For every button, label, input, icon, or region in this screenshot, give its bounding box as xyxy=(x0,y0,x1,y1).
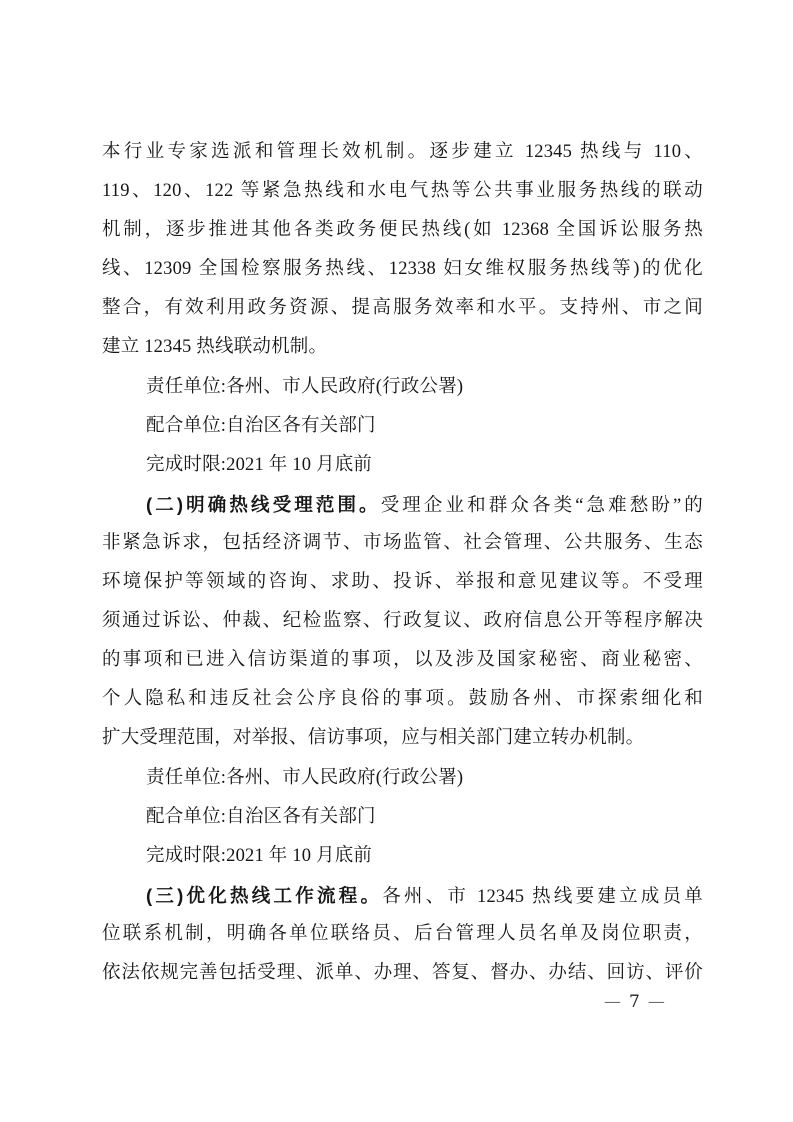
page-number-value: 7 xyxy=(629,992,640,1012)
section-heading: (二)明确热线受理范围。 xyxy=(146,493,381,515)
body-text: 须通过诉讼、仲裁、纪检监察、行政复议、政府信息公开等程序解决 xyxy=(102,611,703,632)
body-text: 建立 12345 热线联动机制。 xyxy=(102,337,328,358)
text-line xyxy=(102,334,703,373)
text-line xyxy=(102,374,703,413)
text-line xyxy=(102,686,703,725)
body-text: 完成时限:2021 年 10 月底前 xyxy=(146,454,373,475)
body-text: 配合单位:自治区各有关部门 xyxy=(146,806,376,827)
body-text: 完成时限:2021 年 10 月底前 xyxy=(146,845,373,866)
text-line xyxy=(102,295,703,334)
body-text: 非紧急诉求，包括经济调节、市场监管、社会管理、公共服务、生态 xyxy=(102,532,703,553)
body-text: 的事项和已进入信访渠道的事项，以及涉及国家秘密、商业秘密、 xyxy=(102,650,703,671)
body-text: 位联系机制，明确各单位联络员、后台管理人员名单及岗位职责， xyxy=(102,923,703,944)
body-text: 本行业专家选派和管理长效机制。逐步建立 12345 热线与 110、 xyxy=(102,142,703,162)
section-heading: (三)优化热线工作流程。 xyxy=(146,884,383,906)
body-text: 线、12309 全国检察服务热线、12338 妇女维权服务热线等)的优化 xyxy=(102,259,703,280)
body-text: 机制，逐步推进其他各类政务便民热线(如 12368 全国诉讼服务热 xyxy=(102,220,703,241)
text-line xyxy=(102,413,703,452)
text-line xyxy=(102,843,703,882)
text-line xyxy=(102,491,703,530)
page-number xyxy=(604,992,665,1012)
body-text: 119、120、122 等紧急热线和水电气热等公共事业服务热线的联动 xyxy=(102,181,703,202)
body-text: 环境保护等领域的咨询、求助、投诉、举报和意见建议等。不受理 xyxy=(102,572,703,593)
text-line xyxy=(102,921,703,960)
body-text: 各州、市 12345 热线要建立成员单 xyxy=(382,886,703,907)
text-line xyxy=(102,217,703,256)
text-line xyxy=(102,608,703,647)
page-number-dash-left: — xyxy=(604,992,621,1012)
text-line xyxy=(102,178,703,217)
body-text: 配合单位:自治区各有关部门 xyxy=(146,415,376,436)
page-number-dash-right: — xyxy=(647,992,665,1012)
text-line xyxy=(102,256,703,295)
body-text: 责任单位:各州、市人民政府(行政公署) xyxy=(146,376,464,397)
body-text: 责任单位:各州、市人民政府(行政公署) xyxy=(146,767,464,788)
text-line xyxy=(102,725,703,764)
text-line xyxy=(102,139,703,178)
text-line xyxy=(102,882,703,921)
body-text: 受理企业和群众各类“急难愁盼”的 xyxy=(380,495,704,516)
body-text: 依法依规完善包括受理、派单、办理、答复、督办、办结、回访、评价 xyxy=(102,962,703,983)
text-line xyxy=(102,804,703,843)
body-text: 个人隐私和违反社会公序良俗的事项。鼓励各州、市探索细化和 xyxy=(102,689,703,710)
body-text: 整合，有效利用政务资源、提高服务效率和水平。支持州、市之间 xyxy=(102,298,703,319)
document-body xyxy=(102,139,703,999)
text-line xyxy=(102,647,703,686)
text-line xyxy=(102,530,703,569)
text-line xyxy=(102,765,703,804)
text-line xyxy=(102,569,703,608)
text-line xyxy=(102,452,703,491)
body-text: 扩大受理范围，对举报、信访事项，应与相关部门建立转办机制。 xyxy=(102,728,645,749)
